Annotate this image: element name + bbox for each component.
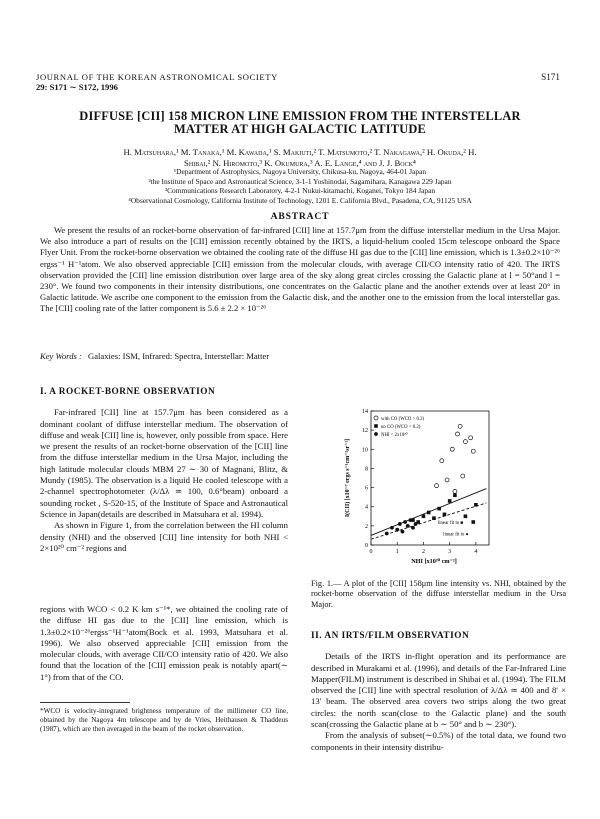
point-with-co	[445, 478, 449, 482]
point-with-co	[471, 449, 475, 453]
paper-title	[0, 110, 600, 136]
section-1-paragraph-3: regions with WCO < 0.2 K km s⁻¹*, we obtained the cooling rate of the diffuse HI gas due to the [CII] line emission, which is 1.3±0.2×10⁻²⁶ergss⁻¹H⁻¹atom(Bock et al. 1993, Matsuhara et al. 1996). We also observed appreciable [CII] emission from the molecular clouds, with average CII/CO intensity ratio of 420. We also found that the location of the [CII] emission peak is notably apart(∼ 1°) from that of the CO.	[40, 604, 288, 682]
legend-marker	[374, 416, 378, 420]
x-tick-label: 3	[448, 549, 452, 555]
point-with-co	[440, 459, 444, 463]
point-no-co	[464, 514, 468, 518]
point-no-co	[443, 513, 447, 517]
point-low-nhi	[411, 526, 415, 530]
journal-volume: 29: S171 ∼ S172, 1996	[36, 82, 118, 92]
affiliation-4: ⁴Observational Cosmology, California Institute of Technology, 1201 E. California Blvd., Pasadena, CA, 91125 USA	[128, 195, 472, 205]
point-low-nhi	[403, 520, 407, 524]
point-with-co	[469, 436, 473, 440]
y-tick-label: 2	[365, 523, 368, 530]
point-low-nhi	[390, 526, 394, 530]
legend-label: with CO (WCO > 0.2)	[381, 417, 425, 422]
section-2-paragraph-2: From the analysis of subset(∼0.5%) of the total data, we found two components in their intensity distribu-	[311, 730, 566, 752]
point-no-co	[474, 503, 478, 507]
abstract-heading: ABSTRACT	[270, 211, 330, 222]
fit-annotation: linear fit to ●	[443, 532, 469, 538]
point-with-co	[450, 447, 454, 451]
point-low-nhi	[385, 532, 389, 536]
figure-1-chart	[337, 405, 497, 571]
point-no-co	[432, 516, 436, 520]
y-axis-label: I(CII) [x10⁻⁷ ergs s⁻¹cm⁻²sr⁻¹]	[345, 438, 351, 518]
chart-plot-area	[344, 409, 489, 565]
left-column	[40, 387, 288, 554]
plot-frame	[371, 411, 489, 545]
x-tick-label: 2	[421, 549, 425, 555]
affiliations	[40, 167, 560, 205]
keywords	[40, 351, 560, 361]
footnote-rule	[40, 702, 130, 703]
x-tick-label: 0	[369, 549, 373, 555]
point-no-co	[453, 493, 457, 497]
keywords-label: Key Words :	[40, 351, 82, 361]
point-low-nhi	[398, 522, 402, 526]
x-axis-label: NHI [x10²⁰ cm⁻²]	[411, 558, 457, 565]
y-tick-label: 4	[365, 504, 368, 511]
point-low-nhi	[408, 518, 412, 522]
point-with-co	[456, 432, 460, 436]
point-no-co	[427, 511, 431, 515]
y-tick-label: 14	[362, 409, 368, 415]
affiliation-1: ¹Department of Astrophysics, Nagoya University, Chikusa-ku, Nagoya, 464-01 Japan	[173, 167, 427, 176]
point-low-nhi	[406, 524, 410, 528]
y-tick-label: 12	[362, 428, 368, 435]
title-line-2: MATTER AT HIGH GALACTIC LATITUDE	[174, 122, 426, 136]
y-tick-label: 8	[365, 466, 368, 473]
authors-line-2: Shibai,² N. Hiromoto,³ K. Okumura,³ A. E. Lange,⁴ and J. J. Bock⁴	[184, 158, 416, 168]
x-tick-label: 1	[395, 549, 399, 555]
legend-marker	[374, 424, 378, 428]
legend-marker	[374, 432, 378, 436]
author-list	[40, 147, 560, 169]
point-no-co	[437, 507, 441, 511]
left-column-continued	[40, 604, 288, 683]
affiliation-2: ²the Institute of Space and Astronautical Science, 3-1-1 Yoshinodai, Sagamihara, Kanagawa 229 Japan	[148, 176, 452, 186]
point-with-co	[458, 424, 462, 428]
right-column	[311, 631, 566, 753]
point-low-nhi	[395, 528, 399, 532]
section-2-paragraph-1: Details of the IRTS in-flight operation and its performance are described in Murakami et al. (1996), and details of the Far-Infrared Line Mapper(FILM) instrument is described in Shibai et al. (1994). The FILM observed the [CII] line with spectral resolution of λ/Δλ ≃ 400 and 8′ × 13′ beam. The observed area covers two strips along the two great circles: the north scan(close to the Galactic plane) and the south scan(crossing the Galactic plane at b ∼ 50° and b ∼ 230°).	[311, 651, 566, 730]
y-tick-label: 10	[362, 447, 368, 454]
keywords-text: Galaxies: ISM, Infrared: Spectra, Interstellar: Matter	[88, 351, 270, 361]
point-no-co	[422, 514, 426, 518]
title-line-1: DIFFUSE [CII] 158 MICRON LINE EMISSION FROM THE INTERSTELLAR	[79, 109, 521, 123]
point-low-nhi	[401, 530, 405, 534]
y-tick-label: 6	[365, 485, 368, 492]
journal-name: JOURNAL OF THE KOREAN ASTRONOMICAL SOCIETY	[36, 72, 278, 82]
page-number: S171	[541, 72, 560, 82]
section-1-paragraph-1: Far-infrared [CII] line at 157.7μm has been considered as a dominant coolant of diffuse interstellar medium. The observation of diffuse and weak [CII] line is, however, only possible from space. Here we present the results of an rocket-borne observation of the [CII] line from the diffuse interstellar medium in the Ursa Major, including the high latitude molecular clouds MBM 27 ∼ 30 of Magnani, Blitz, & Mundy (1985). The observation is a liquid He cooled telescope with a 2-channel spectrophotometer (λ/Δλ ≃ 100, 0.6°beam) onboard a sounding rocket , S-520-15, of the Institute of Space and Astronautical Science in Japan(details are described in Matsuhara et al. 1994).	[40, 407, 288, 519]
affiliation-3: ³Communications Research Laboratory, 4-2-1 Nukui-kitamachi, Koganei, Tokyo 184 Japan	[164, 186, 436, 196]
point-with-co	[453, 489, 457, 493]
point-with-co	[461, 474, 465, 478]
y-tick-label: 0	[365, 543, 368, 549]
abstract-text: We present the results of an rocket-borne observation of far-infrared [CII] line at 157.7μm from the diffuse interstellar medium in the Ursa Major. We also introduce a part of results on the [CII] emission recently obtained by the IRTS, a liquid-helium cooled 15cm telescope onboard the Space Flyer Unit. From the rocket-borne observation we obtained the cooling rate of the diffuse HI gas due to the [CII] line emission, which is 1.3±0.2×10⁻²⁶ ergss⁻¹ H⁻¹atom. We also observed appreciable [CII] emission from the molecular clouds, with average CII/CO intensity ratio of 420. The IRTS observation provided the [CII] line emission distribution over large area of the sky along great circles crossing the Galactic plane at l = 50°and l = 230°. We found two components in their intensity distributions, one concentrates on the Galactic plane and the another extends over at least 20° in Galactic latitude. We ascribe one component to the emission from the Galactic disk, and the another one to the emission from the local interstellar gas. The [CII] cooling rate of the latter component is 5.6 ± 2.2 × 10⁻²⁶	[40, 225, 560, 314]
footnote: *WCO is velocity-integrated brightness temperature of the millimeter CO line, obtained by the Nagoya 4m telescope and by de Vries, Heithausen & Thaddeus (1987), which are then averaged in the beam of the rocket observation.	[40, 707, 288, 733]
figure-caption: Fig. 1.— A plot of the [CII] 158μm line intensity vs. NHI, obtained by the rocket-borne observation of the diffuse interstellar medium in the Ursa Major.	[311, 579, 566, 609]
x-tick-label: 4	[474, 549, 478, 555]
point-with-co	[463, 440, 467, 444]
authors-line-1: H. Matsuhara,¹ M. Tanaka,¹ M. Kawada,¹ S. Makiuti,² T. Matsumoto,² T. Nakagawa,² H. Okuda,² H.	[123, 147, 477, 157]
point-with-co	[435, 484, 439, 488]
section-1-heading: I. A ROCKET-BORNE OBSERVATION	[40, 387, 216, 397]
point-low-nhi	[414, 522, 418, 526]
fit-annotation: linear fit to ■	[437, 520, 464, 526]
point-no-co	[448, 499, 452, 503]
section-2-heading: II. AN IRTS/FILM OBSERVATION	[311, 631, 470, 641]
point-no-co	[471, 520, 475, 524]
legend-label: no CO (WCO < 0.2)	[381, 425, 421, 430]
legend-label: NHI < 2x10²⁰	[381, 433, 408, 438]
section-1-paragraph-2: As shown in Figure 1, from the correlation between the HI column density (NHI) and the observed [CII] line intensity for both NHI < 2×10²⁰ cm⁻² regions and	[40, 520, 288, 553]
